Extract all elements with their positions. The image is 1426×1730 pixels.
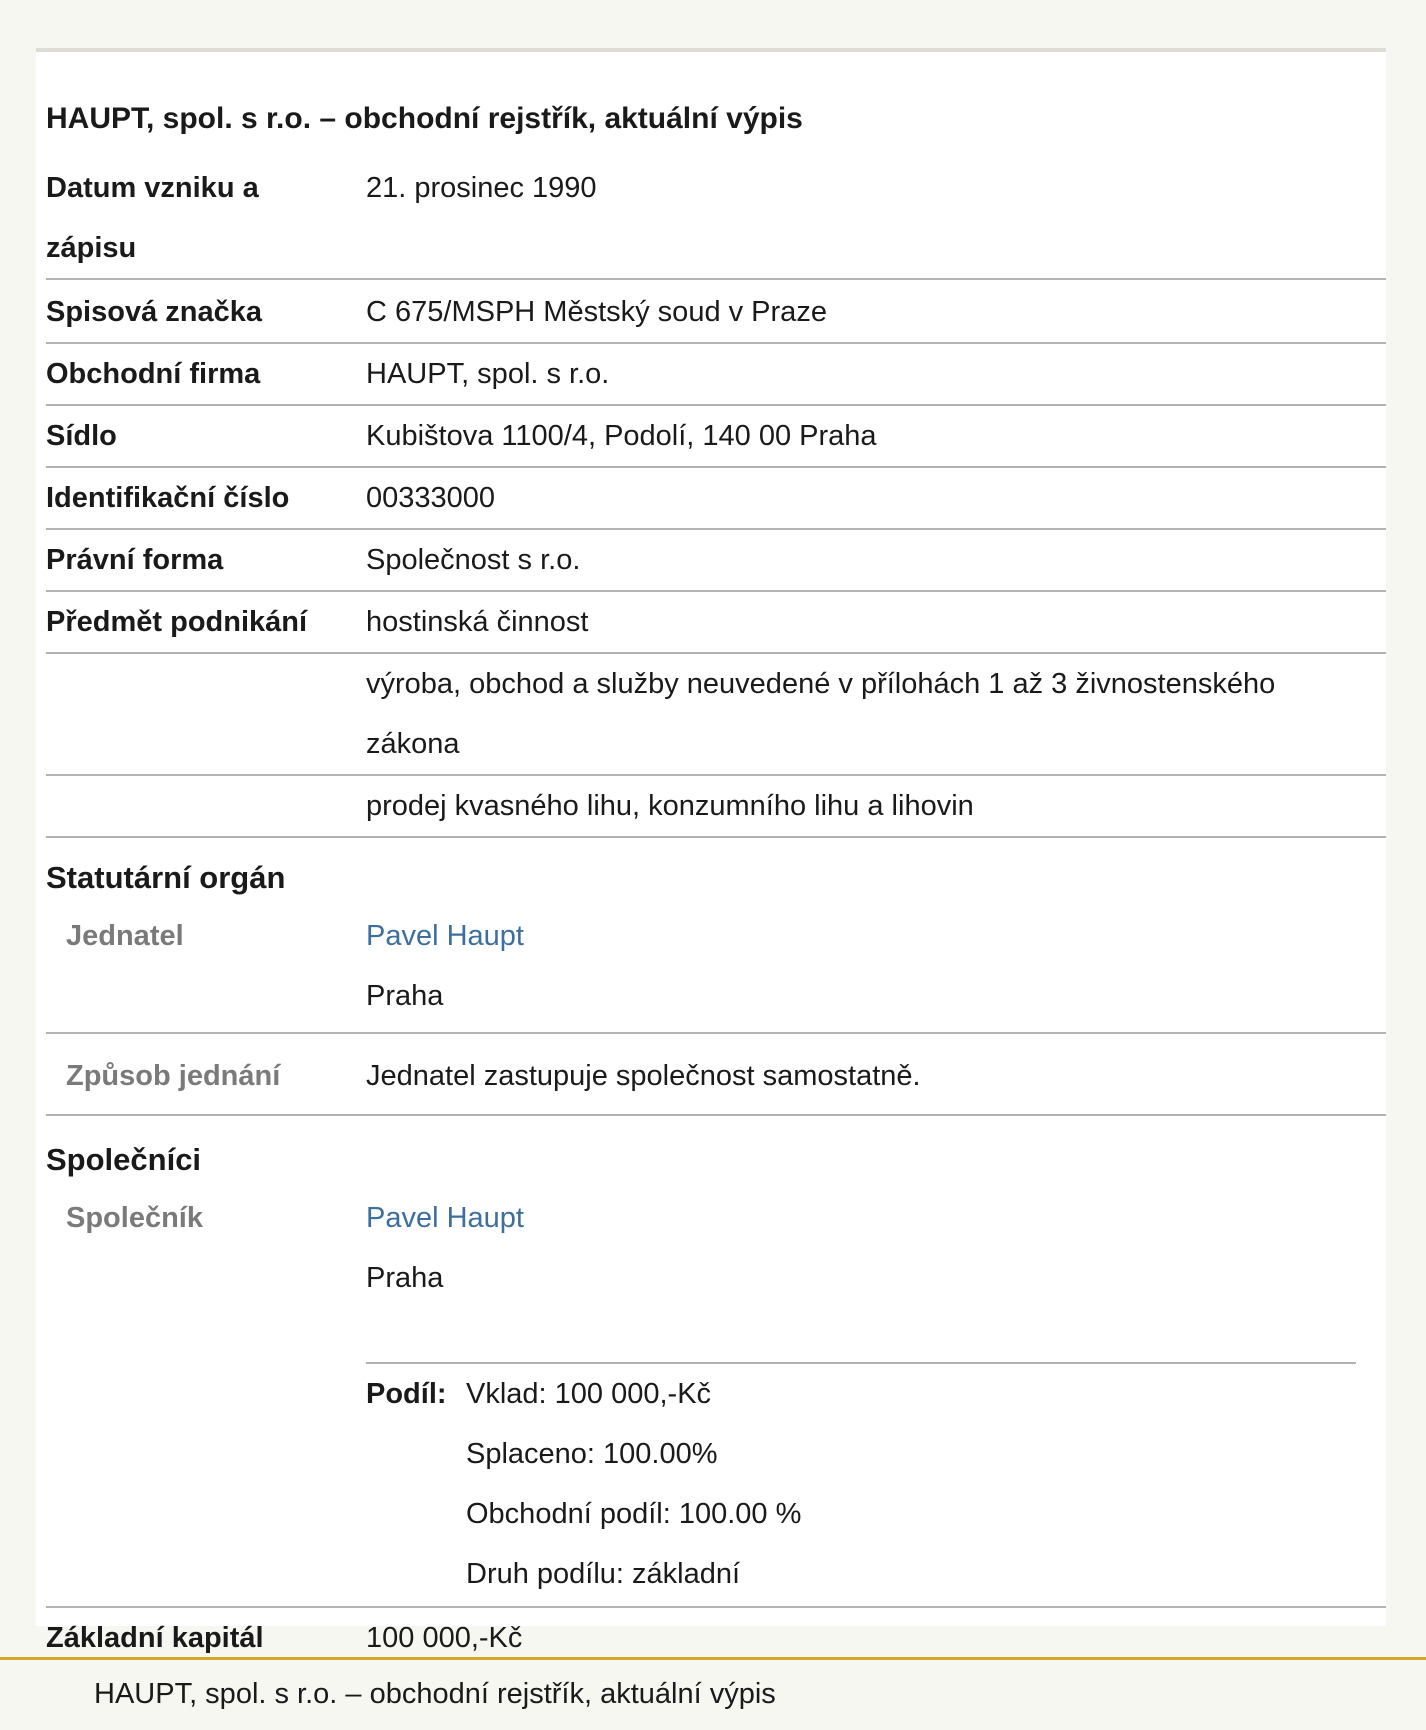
share-business-share: Obchodní podíl: 100.00 %	[466, 1498, 802, 1530]
footer-title: HAUPT, spol. s r.o. – obchodní rejstřík, aktuální výpis	[94, 1678, 776, 1710]
field-value: 21. prosinec 1990	[366, 172, 597, 204]
field-row-manner-of-acting	[46, 1046, 1386, 1116]
field-label: Identifikační číslo	[46, 482, 290, 514]
field-row-business-activity-3	[46, 776, 1386, 838]
field-row-business-name	[46, 344, 1386, 406]
section-title-statutory: Statutární orgán	[46, 860, 286, 895]
field-value	[366, 1188, 1366, 1308]
field-row-business-activity	[46, 592, 1386, 654]
field-value: Jednatel zastupuje společnost samostatně.	[366, 1060, 921, 1092]
field-value: C 675/MSPH Městský soud v Praze	[366, 296, 827, 328]
field-label: Sídlo	[46, 420, 117, 452]
share-type: Druh podílu: základní	[466, 1558, 741, 1590]
share-paid: Splaceno: 100.00%	[466, 1438, 718, 1470]
section-title-partners: Společníci	[46, 1142, 202, 1177]
partner-city: Praha	[366, 1262, 444, 1294]
field-value: Kubištova 1100/4, Podolí, 140 00 Praha	[366, 420, 877, 452]
field-value	[366, 906, 1366, 1026]
activity-item: hostinská činnost	[366, 606, 589, 638]
field-row-founding-date	[46, 158, 1386, 280]
field-label: Způsob jednání	[66, 1060, 281, 1092]
field-label: Jednatel	[66, 920, 184, 952]
field-value: Společnost s r.o.	[366, 544, 581, 576]
activity-item: prodej kvasného lihu, konzumního lihu a lihovin	[366, 790, 974, 822]
field-row-address	[46, 406, 1386, 468]
field-row-business-activity-2	[46, 654, 1386, 776]
field-value: 100 000,-Kč	[366, 1622, 523, 1654]
field-label: Spisová značka	[46, 296, 262, 328]
register-card	[36, 48, 1386, 1654]
field-label: Základní kapitál	[46, 1622, 264, 1654]
share-label: Podíl:	[366, 1378, 447, 1410]
field-label: Předmět podnikání	[46, 606, 308, 638]
field-row-executive	[46, 906, 1386, 1034]
activity-item: výroba, obchod a služby neuvedené v přílohách 1 až 3 živnostenského zákona	[366, 668, 1276, 760]
field-value: 00333000	[366, 482, 496, 514]
field-row-id-number	[46, 468, 1386, 530]
page-footer	[0, 1657, 1426, 1730]
page-title: HAUPT, spol. s r.o. – obchodní rejstřík, aktuální výpis	[46, 102, 803, 135]
field-label: Společník	[66, 1202, 203, 1234]
field-label: Obchodní firma	[46, 358, 261, 390]
field-row-legal-form	[46, 530, 1386, 592]
field-value: HAUPT, spol. s r.o.	[366, 358, 610, 390]
field-label: Právní forma	[46, 544, 224, 576]
field-row-partner	[46, 1188, 1386, 1608]
partner-name-link[interactable]: Pavel Haupt	[366, 1202, 524, 1234]
field-label: Datum vzniku a zápisu	[46, 172, 259, 264]
executive-city: Praha	[366, 980, 444, 1012]
share-details	[466, 1364, 801, 1604]
share-deposit: Vklad: 100 000,-Kč	[466, 1378, 712, 1410]
executive-name-link[interactable]: Pavel Haupt	[366, 920, 524, 952]
field-row-file-number	[46, 282, 1386, 344]
